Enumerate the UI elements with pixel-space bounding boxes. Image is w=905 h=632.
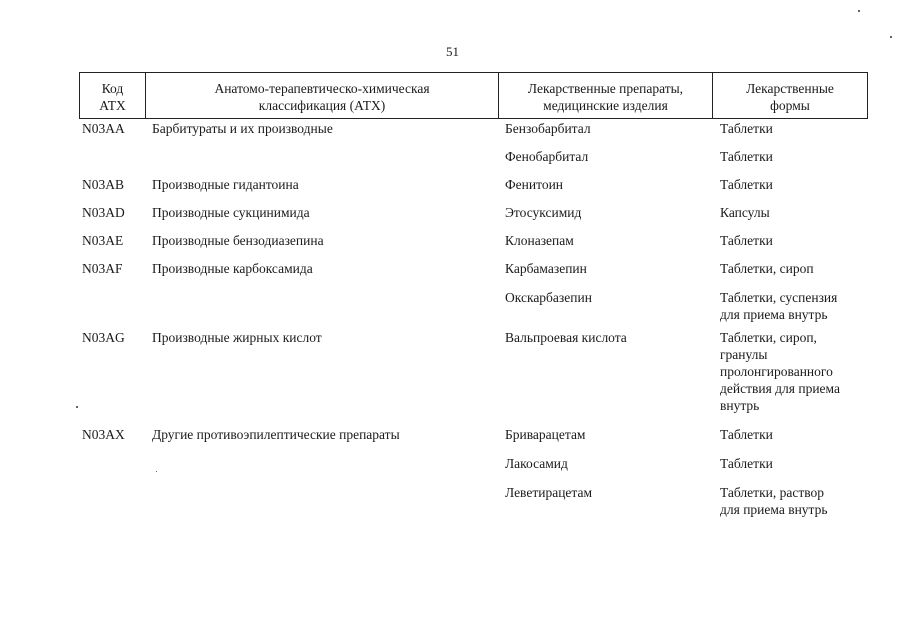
medicine-name: Фенитоин (505, 177, 564, 192)
dosage-form: Капсулы (720, 205, 770, 220)
table-row (0, 260, 905, 277)
atc-classification: Производные карбоксамида (152, 261, 313, 276)
table-header (79, 72, 868, 119)
table-row (0, 204, 905, 221)
table-row (0, 455, 905, 472)
atc-classification: Другие противоэпилептические препараты (152, 427, 400, 442)
header-atc-code: Код АТХ (80, 73, 146, 118)
atc-classification: Производные гидантоина (152, 177, 299, 192)
atc-code: N03AE (82, 233, 124, 248)
medicine-name: Бриварацетам (505, 427, 586, 442)
table-row (0, 176, 905, 193)
medicine-name: Клоназепам (505, 233, 574, 248)
scan-speck (890, 36, 892, 38)
medicine-name: Этосуксимид (505, 205, 582, 220)
scan-speck (156, 471, 157, 472)
table-row (0, 426, 905, 443)
atc-code: N03AA (82, 121, 125, 136)
atc-classification: Барбитураты и их производные (152, 121, 333, 136)
dosage-form: Таблетки (720, 233, 773, 248)
scan-speck (858, 10, 860, 12)
atc-classification: Производные жирных кислот (152, 330, 322, 345)
header-atc-classification: Анатомо-терапевтическо-химическая классификация (АТХ) (146, 73, 499, 118)
atc-code: N03AF (82, 261, 123, 276)
dosage-form: Таблетки (720, 427, 773, 442)
dosage-form: Таблетки (720, 149, 773, 164)
dosage-form: Таблетки (720, 121, 773, 136)
atc-code: N03AG (82, 330, 125, 345)
table-row (0, 484, 905, 517)
table-row (0, 148, 905, 165)
dosage-form: Таблетки (720, 456, 773, 471)
header-medicines: Лекарственные препараты, медицинские изделия (499, 73, 713, 118)
table-row (0, 329, 905, 413)
atc-code: N03AD (82, 205, 125, 220)
scan-speck (76, 406, 78, 408)
dosage-form: Таблетки, сироп (720, 261, 814, 276)
medicine-name: Фенобарбитал (505, 149, 589, 164)
medicine-name: Окскарбазепин (505, 290, 592, 305)
medicine-name: Вальпроевая кислота (505, 330, 627, 345)
table-row (0, 289, 905, 322)
atc-code: N03AX (82, 427, 125, 442)
table-row (0, 232, 905, 249)
table-row (0, 120, 905, 137)
dosage-form: Таблетки, суспензия для приема внутрь (720, 290, 838, 322)
dosage-form: Таблетки (720, 177, 773, 192)
medicine-name: Леветирацетам (505, 485, 593, 500)
header-dosage-forms: Лекарственные формы (746, 80, 834, 113)
atc-classification: Производные бензодиазепина (152, 233, 324, 248)
page-number: 51 (446, 44, 459, 59)
atc-classification: Производные сукцинимида (152, 205, 310, 220)
medicine-name: Лакосамид (505, 456, 568, 471)
dosage-form: Таблетки, сироп, гранулы пролонгированного действия для приема внутрь (720, 330, 840, 413)
medicine-name: Карбамазепин (505, 261, 587, 276)
atc-code: N03AB (82, 177, 125, 192)
dosage-form: Таблетки, раствор для приема внутрь (720, 485, 828, 517)
medicine-name: Бензобарбитал (505, 121, 591, 136)
